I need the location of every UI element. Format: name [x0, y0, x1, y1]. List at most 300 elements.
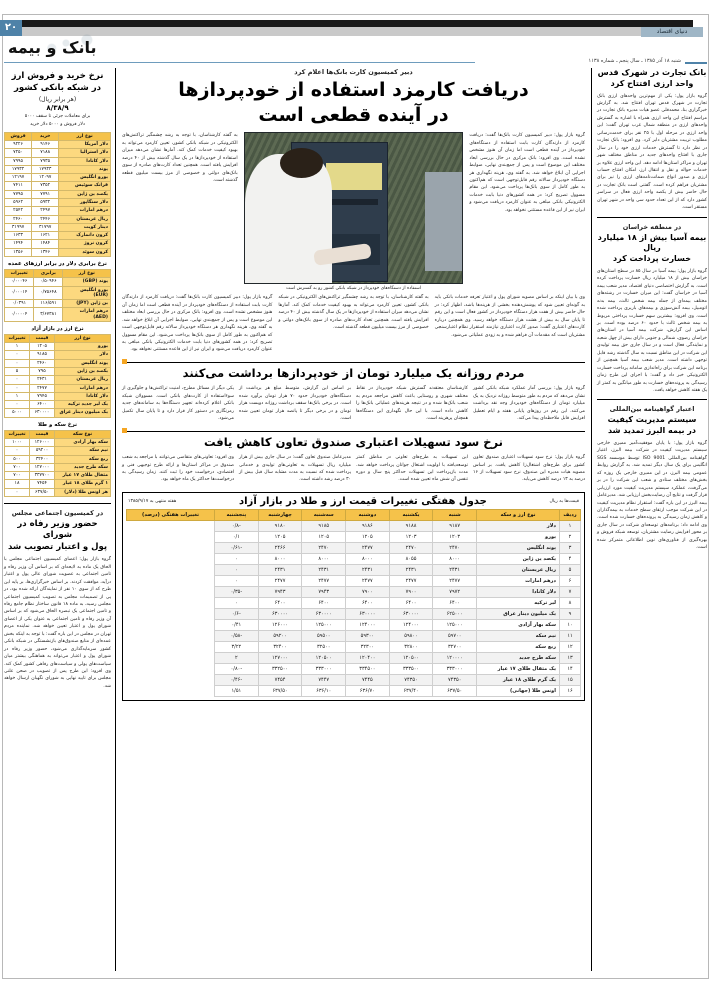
- row-value: ۰/۰۳۹۱: [5, 300, 34, 308]
- row-value: ۱: [5, 343, 30, 351]
- table-row: [127, 520, 581, 531]
- row-label: سکه طرح جدید: [477, 652, 560, 663]
- table-row: [5, 376, 111, 384]
- row-value: -۰/۵۸: [215, 630, 259, 641]
- row-value: ۹۱۸۰: [258, 520, 302, 531]
- third-story-text-1: گروه بازار پول: نرخ سود تسهیلات اعتباری صندوق تعاون کشور برای طرح‌های اشتغال‌زا کاهش یافت. بر اساس مصوبه هیات مدیره این صندوق، نرخ سود تسهیلات از ۱۶ درصد به ۱۳ درصد کاهش می‌یابد.: [473, 455, 585, 483]
- row-value: ۳۳۳۰۰۰: [302, 663, 346, 674]
- row-value: ۱/۵۱: [215, 685, 259, 696]
- row-value: ۵: [5, 368, 30, 376]
- row-index: ۲: [560, 531, 581, 542]
- row-value: ۹۱۸۸: [389, 520, 433, 531]
- row-value: ۳۲۳۰۰: [346, 641, 390, 652]
- right-bottom-article: [4, 509, 111, 690]
- table-row: [5, 409, 111, 417]
- parity-col-rate: برابری: [34, 269, 63, 277]
- row-value: ۲۴۷۷: [258, 575, 302, 586]
- row-value: ۰/۴۱: [215, 619, 259, 630]
- row-value: ۱۲۰۵: [30, 343, 55, 351]
- weekly-col-2: شنبه: [433, 509, 477, 520]
- row-value: ۶۴۰۰: [433, 597, 477, 608]
- parity-header-row: [5, 269, 111, 277]
- row-label: یکصد ین ژاپن: [477, 553, 560, 564]
- atm-photo: [244, 132, 464, 284]
- row-label: اونس طلا (جهانی): [477, 685, 560, 696]
- row-value: -۰/۸: [215, 520, 259, 531]
- row-value: -۰/۴۶: [215, 674, 259, 685]
- row-value: ۲۴۳۱: [346, 564, 390, 575]
- right-article-body: گروه بازار پول: اعضای کمیسیون اجتماعی مجلس با الحاق یک ماده به لایحه‌ای که بر اساس آن وزیر رفاه و تامین اجتماعی به عضویت شورای عالی پول و اعتبار درآید، موافقت کردند. بر اساس خبرگزاری‌ها، بر پایه این طرح که از سوی ۱۰ نفر از نمایندگان ارائه شده بود، در پی از تصمیمات مجلس به تصویب کمیسیون اجتماعی مجلس رسید، به ماده ۱۸ قانون ساختار نظام جامع رفاه و تامین اجتماعی یک تبصره الحاق می‌شود که بر اساس آن وزیر رفاه و تامین اجتماعی به عنوان یکی از اعضای شورای پول و اعتبار تعیین خواهد شد. نماینده مردم تهران در مجلس در این باره گفت: با توجه به اینکه بخش عمده‌ای از منابع صندوق‌های بازنشستگی در شبکه بانکی کشور سرمایه‌گذاری می‌شود، حضور وزیر رفاه در شورای پول و اعتبار می‌تواند به هماهنگی بیشتر میان سیاست‌های پولی و سیاست‌های رفاهی کشور کمک کند. وی افزود: این طرح پس از تصویب در صحن علنی مجلس برای تایید نهایی به شورای نگهبان ارسال خواهد شد.: [4, 557, 112, 689]
- row-value: ۱۲۶۰۰۰: [258, 619, 302, 630]
- cb-rates-title-l1: نرخ خرید و فروش ارز: [11, 71, 104, 81]
- row-value: ۱: [5, 392, 30, 400]
- row-value: ۱۷۹۳۳: [32, 165, 59, 173]
- row-value: ۱۲۰۴۰۰: [346, 652, 390, 663]
- row-value: ۷۰۰: [5, 463, 30, 471]
- table-row: [5, 240, 111, 248]
- weekly-col-8: تغییرات هفتگی (درصد): [127, 509, 215, 520]
- top-story-columns: [122, 132, 585, 291]
- row-value: -۰/۳۵: [215, 586, 259, 597]
- gold-col-price: قیمت: [30, 430, 55, 438]
- gold-col-type: نوع سکه: [55, 430, 111, 438]
- row-value: ۵۰۰۰: [5, 409, 30, 417]
- row-label: پوند انگلیس: [477, 542, 560, 553]
- row-value: ۳۲۸۰۰: [389, 641, 433, 652]
- row-value: ۲۴۳۱: [433, 564, 477, 575]
- left-article-2-headline-l2: خسارت پرداخت کرد: [613, 254, 691, 264]
- row-value: ۵۰۰: [5, 455, 30, 463]
- row-value: ۶۴۰۰: [389, 597, 433, 608]
- row-value: ۸۰۰۰: [346, 553, 390, 564]
- gold-table: [4, 430, 111, 497]
- weekly-table-title: جدول هفتگی تغییرات قیمت ارز و طلا در بازار آزاد: [239, 495, 487, 507]
- table-row: [5, 149, 111, 157]
- cb-rates-title-l2: در شبکه بانکی کشور: [14, 83, 101, 94]
- row-value: ۷۹۰۰: [389, 586, 433, 597]
- row-label: درهم امارات (AED): [63, 308, 111, 322]
- row-value: ۲۴۷۰: [302, 542, 346, 553]
- left-article-2: [597, 223, 707, 395]
- row-value: ۱۲۰۵: [346, 531, 390, 542]
- row-index: ۸: [560, 597, 581, 608]
- row-value: ۶۴۰۰: [346, 597, 390, 608]
- top-story-headline-l1: دریافت کارمزد استفاده از خودپردازها: [178, 79, 529, 101]
- left-article-3-headline-l1: سیستم مدیریت کیفیت: [607, 415, 697, 425]
- free-header-row: [5, 334, 111, 342]
- row-value: ۷۴۴۷: [302, 674, 346, 685]
- row-value: ۰: [5, 401, 30, 409]
- weekly-col-6: چهارشنبه: [258, 509, 302, 520]
- row-value: ۵۹۵۰۰: [302, 630, 346, 641]
- row-label: دلار کانادا: [59, 157, 111, 165]
- row-value: ۱۲۰۵: [302, 531, 346, 542]
- newspaper-logo: دنیای اقتصاد: [641, 27, 703, 37]
- row-value: ۰: [215, 597, 259, 608]
- row-value: ۶۳۷/۵۰: [433, 685, 477, 696]
- table-row: [5, 480, 111, 488]
- third-story-text-2: این تسهیلات به طرح‌های تعاونی در مناطق کمتر توسعه‌یافته با اولویت اشتغال جوانان پرداخت خواهد شد. مدت بازپرداخت این تسهیلات حداکثر پنج سال و دوره تنفس آن شش ماه تعیین شده است.: [356, 455, 468, 483]
- row-value: ۳۳۳۰۰۰: [433, 663, 477, 674]
- table-row: [5, 472, 111, 480]
- row-value: ۰: [215, 553, 259, 564]
- row-value: ۳۱۷۹۷: [32, 223, 59, 231]
- table-row: [5, 248, 111, 256]
- row-value: ۰: [5, 488, 30, 496]
- row-value: ۷۳۵۲: [32, 182, 59, 190]
- row-label: دلار کانادا: [55, 392, 111, 400]
- top-story-lower-text-2: به گفته کارشناسان، با توجه به رشد چشمگیر تراکنش‌های الکترونیکی در شبکه بانکی کشور، تعیین کارمزد می‌تواند به بهبود کیفیت خدمات کمک کند. آمارها نشان می‌دهد میزان استفاده از خودپردازها در یک سال گذشته بیش از ۴۰ درصد افزایش یافته است. همچنین تعداد کارت‌های صادره از سوی بانک‌های دولتی و خصوصی از مرز بیست میلیون قطعه گذشته است.: [278, 295, 429, 331]
- cb-rates-body: [5, 141, 111, 257]
- row-value: ۱۴۸۴: [32, 240, 59, 248]
- row-value: ۱۲۱۹۷: [5, 174, 32, 182]
- weekly-table: [126, 509, 581, 697]
- row-value: ۹۲۲۶: [5, 141, 32, 149]
- row-label: یک میلیون دینار عراق: [55, 409, 111, 417]
- table-row: [127, 652, 581, 663]
- table-row: [5, 157, 111, 165]
- row-index: ۱۳: [560, 652, 581, 663]
- row-value: ۵۹۳۲: [32, 198, 59, 206]
- top-story-col-right-text: گروه بازار پول: دبیر کمیسیون کارت بانک‌ها گفت: دریافت کارمزد از دارندگان کارت بابت استفاده از دستگاه‌های خودپرداز در آینده قطعی است اما زمان آن هنوز مشخص نشده است. وی افزود: بانک مرکزی در حال بررسی ابعاد مختلف این موضوع است و پس از جمع‌بندی نهایی، ضوابط اجرایی آن ابلاغ خواهد شد. به گفته وی، هزینه نگهداری هر دستگاه خودپرداز سالانه رقم قابل‌توجهی است که هم‌اکنون به طور کامل از سوی بانک‌ها پرداخت می‌شود. این مقام مسوول تصریح کرد: در همه کشورهای دنیا بابت خدمات الکترونیکی بانکی مبلغی به عنوان کارمزد دریافت می‌شود و ایران نیز از این قاعده مستثنی نخواهد بود.: [469, 133, 585, 213]
- row-value: ۹۱۸۶: [346, 520, 390, 531]
- row-value: ۳۳۷۷۰۰: [30, 472, 55, 480]
- row-label: ین ژاپن (JPY): [63, 300, 111, 308]
- row-value: ۰/۵۰۹۴۶: [34, 278, 63, 286]
- orange-marker-icon: [122, 359, 127, 364]
- row-value: ۷۹۹۵: [5, 157, 32, 165]
- table-row: [5, 488, 111, 496]
- cb-rates-subtitle: (هر برابر ریال): [38, 95, 77, 103]
- row-value: ۳۲۷۰۰: [433, 641, 477, 652]
- row-value: ۱۲۰۹۷: [32, 174, 59, 182]
- row-label: دلار: [477, 520, 560, 531]
- left-sidebar: [591, 68, 707, 971]
- right-article-headline-l2: پول و اعتبار تصویب شد: [7, 541, 108, 552]
- row-value: ۵۹۷۰۰: [433, 630, 477, 641]
- row-value: ۱۳۵۶: [5, 248, 32, 256]
- row-label: پوند: [59, 165, 111, 173]
- row-label: هر اونس طلا (دلار): [55, 488, 111, 496]
- weekly-table-header-row: [127, 509, 581, 520]
- row-value: ۱۱۶/۵۹۱: [34, 300, 63, 308]
- row-value: ۱۸: [5, 480, 30, 488]
- row-value: ۶۳۷/۵۰: [30, 488, 55, 496]
- mid-story-columns: [122, 385, 585, 424]
- row-label: کرون نروژ: [59, 240, 111, 248]
- row-label: دلار کانادا: [477, 586, 560, 597]
- left-article-3-headline-l2: در بیمه البرز تمدید شد: [607, 426, 697, 436]
- row-index: ۱۲: [560, 641, 581, 652]
- row-value: ۶۳۷/۵۰: [258, 685, 302, 696]
- photo-atm-slot: [332, 199, 378, 206]
- row-value: ۲۴۷۷: [389, 575, 433, 586]
- table-row: [5, 165, 111, 173]
- cb-rates-table: [4, 132, 111, 257]
- row-index: ۶: [560, 575, 581, 586]
- table-row: [127, 608, 581, 619]
- left-article-3-body: گروه بازار پول: با پایان موفقیت‌آمیز ممیزی خارجی سیستم مدیریت کیفیت در شرکت بیمه البرز، اعتبار گواهینامه بین‌المللی ISO 9001 توسط موسسه SGS انگلیس برای یک سال دیگر تمدید شد. به گزارش روابط عمومی بیمه البرز، در این ممیزی خارجی یک روزه که بخش‌های مختلف ستادی و شعب این شرکت را در بر می‌گرفت، عملکرد سیستم مدیریت کیفیت مورد ارزیابی قرار گرفت و نتایج آن رضایت‌بخش ارزیابی شد. مدیرعامل بیمه البرز در این باره گفت: استقرار نظام مدیریت کیفیت در این شرکت موجب ارتقای سطح خدمات به بیمه‌گذاران و کاهش زمان رسیدگی به پرونده‌های خسارت شده است. وی ادامه داد: برنامه‌های توسعه‌ای شرکت در سال جاری بر محور افزایش رضایت مشتریان، توسعه شبکه فروش و بهره‌گیری از فناوری‌های نوین اطلاعاتی متمرکز شده است.: [597, 441, 707, 551]
- cb-rates-note-l2: دلار فروش و ۵۰۰۰ دلار خرید: [30, 121, 85, 127]
- row-value: ۱۲۴۰۰۰: [346, 619, 390, 630]
- row-value: ۱۶۳۳: [5, 232, 32, 240]
- row-label: درهم امارات: [477, 575, 560, 586]
- row-value: ۷۲۵۰: [5, 149, 32, 157]
- left-article-1-headline-l1: بانک تجارت در شهرک قدس: [597, 68, 707, 77]
- row-label: دلار آمریکا: [59, 141, 111, 149]
- table-row: [127, 553, 581, 564]
- row-value: ۲۴۷۷: [346, 542, 390, 553]
- weekly-table-header: [126, 496, 581, 509]
- row-value: ۶۳۰۰۰۰: [30, 409, 55, 417]
- row-value: ۱۲۶۰۰۰: [30, 439, 55, 447]
- row-value: ۲۴۳۱: [302, 564, 346, 575]
- row-value: ۹۱۴۶: [32, 141, 59, 149]
- table-row: [5, 308, 111, 322]
- row-value: ۲۴۷۷: [346, 575, 390, 586]
- mid-story-text-2: کارشناسان معتقدند گسترش شبکه خودپرداز در نقاط مختلف شهری و روستایی باعث کاهش مراجعه مردم به شعب بانک‌ها شده و در نتیجه هزینه‌های عملیاتی بانک‌ها را کاهش داده است. با این حال نگهداری این دستگاه‌ها همچنان پرهزینه است.: [356, 386, 468, 422]
- weekly-table-date: هفته منتهی به ۱۳۸۵/۹/۱۷: [128, 498, 177, 504]
- row-value: ۷۴۳۵۰: [389, 674, 433, 685]
- header-divider: [4, 62, 475, 63]
- free-body: [5, 343, 111, 418]
- top-story-lower-text-3: گروه بازار پول: دبیر کمیسیون کارت بانک‌ها گفت: دریافت کارمزد از دارندگان کارت بابت استفاده از دستگاه‌های خودپرداز در آینده قطعی است اما زمان آن هنوز مشخص نشده است. وی افزود: بانک مرکزی در حال بررسی ابعاد مختلف این موضوع است و پس از جمع‌بندی نهایی، ضوابط اجرایی آن ابلاغ خواهد شد. به گفته وی، هزینه نگهداری هر دستگاه خودپرداز سالانه رقم قابل‌توجهی است که هم‌اکنون به طور کامل از سوی بانک‌ها پرداخت می‌شود. این مقام مسوول تصریح کرد: در همه کشورهای دنیا بابت خدمات الکترونیکی بانکی مبلغی به عنوان کارمزد دریافت می‌شود و ایران نیز از این قاعده مستثنی نخواهد بود.: [122, 295, 273, 353]
- table-row: [127, 575, 581, 586]
- row-label: پوند انگلیس: [55, 359, 111, 367]
- dateline-rule: [685, 62, 707, 64]
- weekly-table-container: [122, 492, 585, 701]
- table-row: [5, 359, 111, 367]
- third-story-columns: [122, 454, 585, 486]
- row-value: ۲۴۷۷: [302, 575, 346, 586]
- row-label: درهم امارات: [59, 207, 111, 215]
- table-row: [127, 630, 581, 641]
- row-value: ۶۴۰۰: [302, 597, 346, 608]
- row-value: ۷۹۴۳: [258, 586, 302, 597]
- row-value: ۳۲۴۰۰: [258, 641, 302, 652]
- row-value: ۰/۷۵۶۴۸: [34, 286, 63, 300]
- row-value: ۰: [5, 359, 30, 367]
- table-row: [127, 685, 581, 696]
- top-story-lower-col-3: [122, 294, 272, 356]
- table-row: [127, 542, 581, 553]
- row-value: ۹۱۸۵: [302, 520, 346, 531]
- mid-story-text-3: بر اساس این گزارش، متوسط مبلغ هر برداشت از دستگاه‌های خودپرداز حدود ۷۰ هزار تومان برآورد شده است. در برخی بانک‌ها سقف برداشت روزانه دویست هزار تومان و در برخی دیگر تا پانصد هزار تومان تعیین شده است.: [239, 386, 351, 422]
- row-value: ۱۳۴۶: [32, 248, 59, 256]
- third-story-headline: نرخ سود تسهیلات اعتباری صندوق تعاون کاهش یافت: [203, 434, 503, 449]
- gold-header-row: [5, 430, 111, 438]
- row-value: ۳۱۹۹۷: [5, 223, 32, 231]
- row-value: ۷۹۵: [30, 368, 55, 376]
- row-value: ۱۷۹۳۲: [5, 165, 32, 173]
- table-row: [5, 207, 111, 215]
- top-story-lower-col-1: [435, 294, 585, 356]
- free-col-change: تغییرات: [5, 334, 30, 342]
- table-row: [5, 223, 111, 231]
- left-article-1-headline-l2: واحد ارزی افتتاح کرد: [610, 78, 694, 88]
- row-value: ۳۲۴۰۰: [30, 455, 55, 463]
- row-label: ربع سکه: [477, 641, 560, 652]
- row-value: ۰: [5, 376, 30, 384]
- row-value: ۵۹۲۰۰: [258, 630, 302, 641]
- table-row: [5, 401, 111, 409]
- table-row: [5, 447, 111, 455]
- row-value: ۰: [215, 575, 259, 586]
- row-value: -۰/۸۰: [215, 663, 259, 674]
- row-value: ۱۲۰۰۰۰: [433, 652, 477, 663]
- parity-col-change: تغییرات: [5, 269, 34, 277]
- row-value: ۲۴۹۷: [32, 207, 59, 215]
- photo-atm-screen: [326, 163, 382, 191]
- row-value: ۶۴۰۰: [258, 597, 302, 608]
- row-value: ۷۴۵۴: [258, 674, 302, 685]
- row-label: یک میلیون دینار عراق: [477, 608, 560, 619]
- row-value: -۰/۶۱: [215, 542, 259, 553]
- table-row: [127, 674, 581, 685]
- table-row: [5, 232, 111, 240]
- row-label: فرانک سوئیس: [59, 182, 111, 190]
- weekly-col-7: پنجشنبه: [215, 509, 259, 520]
- table-row: [5, 141, 111, 149]
- mid-story-headline: مردم روزانه یک میلیارد تومان از خودپردازها برداشت می‌کنند: [182, 365, 525, 380]
- weekly-col-3: یکشنبه: [389, 509, 433, 520]
- dateline-text: شنبه ۱۸ آذر ۱۳۸۵ ـ سال پنجم ـ شماره ۱۱۳۸: [588, 58, 681, 64]
- top-story-kicker: دبیر کمیسیون کارت بانک‌ها اعلام کرد: [294, 68, 413, 76]
- photo-atm-side-panel: [425, 172, 463, 271]
- weekly-table-unit: قیمت‌ها به ریال: [549, 498, 579, 504]
- row-label: دلار سنگاپور: [59, 198, 111, 206]
- row-index: ۴: [560, 553, 581, 564]
- table-row: [5, 343, 111, 351]
- gold-body: [5, 439, 111, 497]
- row-value: ۱۰۰۰: [5, 439, 30, 447]
- mid-story-col-4: [122, 385, 234, 424]
- left-divider-2: [597, 399, 707, 400]
- row-value: ۷۹۴۵: [30, 392, 55, 400]
- row-value: ۱۲۴۰۰۰: [389, 619, 433, 630]
- table-row: [5, 198, 111, 206]
- row-value: ۱۲۷۰۰۰: [258, 652, 302, 663]
- row-value: ۰/۰۰۰۰۴: [5, 308, 34, 322]
- right-sidebar: [4, 68, 116, 971]
- row-value: ۳۲۵۰۰: [302, 641, 346, 652]
- table-row: [5, 278, 111, 286]
- right-article-headline-l1: حضور وزیر رفاه در شورای: [17, 518, 98, 541]
- row-index: ۱: [560, 520, 581, 531]
- row-index: ۱۵: [560, 674, 581, 685]
- row-value: ۷۴۵۴: [30, 480, 55, 488]
- row-value: ۶۳۷/۴۰: [389, 685, 433, 696]
- row-index: ۱۱: [560, 630, 581, 641]
- table-row: [5, 351, 111, 359]
- row-label: یورو: [55, 343, 111, 351]
- row-value: ۰/۰۰۰۴۶: [5, 278, 34, 286]
- row-value: ۲۵۴۲: [5, 207, 32, 215]
- top-story-lower-col-2: [278, 294, 428, 356]
- row-label: سکه بهار آزادی: [55, 439, 111, 447]
- left-article-2-headline-l1: بیمه آسیا بیش از ۱۸ میلیارد ریال: [597, 232, 707, 253]
- table-row: [127, 619, 581, 630]
- table-row: [127, 586, 581, 597]
- row-value: ۲۴۷۷: [30, 384, 55, 392]
- row-value: ۱۲۰۵: [258, 531, 302, 542]
- row-value: ۵۹۸۰۰: [389, 630, 433, 641]
- atm-photo-caption: استفاده از دستگاه‌های خودپرداز در شبکه بانکی کشور رو به گسترش است: [286, 286, 421, 292]
- row-value: ۶۲۵۰۰۰: [433, 608, 477, 619]
- row-label: لیر ترکیه: [477, 597, 560, 608]
- row-label: کرون دانمارک: [59, 232, 111, 240]
- row-label: درهم امارات: [55, 384, 111, 392]
- row-value: ۲۴۶۶: [258, 542, 302, 553]
- section-title: بانک و بیمه: [8, 38, 97, 57]
- row-label: دینار کویت: [59, 223, 111, 231]
- row-value: ۰/۱: [215, 531, 259, 542]
- row-value: ۱۲۵۰۰۰: [433, 619, 477, 630]
- row-value: ۱۲۰۳: [389, 531, 433, 542]
- row-label: ۱ گرم طلای ۱۸ عیار: [55, 480, 111, 488]
- row-value: ۲۴۳۱: [258, 564, 302, 575]
- left-article-1-body: گروه بازار پول: یکی از مهم‌ترین واحدهای ارزی بانک تجارت در شهرک قدس تهران افتتاح شد. به گزارش خبرگزاری بنا، محمدقلی عضو هیات مدیره بانک تجارت در مراسم افتتاح این واحد ارزی همراه با اشاره به گسترش واحدهای ارزی در منطقه شمال غرب تهران گفت: این واحد ارزی در مرحله اول با ۲۵ نفر برای خدمت‌رسانی مطلوب تربیت مشتریان دایر کرد. وی افزود: بانک تجارت در نظر دارد تا گسترش خدمات ارزی خود را در سال جاری با افتتاح واحدهای جدید در مناطق مختلف شهر تهران و مراکز استان‌ها ادامه دهد. این واحد ارزی علاوه بر خدمات حواله و نقل و انتقال ارز، امکان افتتاح حساب ارزی و صدور انواع ضمانت‌نامه‌های ارزی را نیز برای مشتریان فراهم کرده است. گفتنی است بانک تجارت در حال حاضر بیش از یکصد واحد ارزی فعال در سراسر کشور دارد که از این تعداد حدود سی واحد در شهر تهران مستقر است.: [597, 93, 707, 211]
- row-label: یورو: [477, 531, 560, 542]
- row-label: یکصد ین ژاپن: [59, 190, 111, 198]
- row-index: ۱۰: [560, 619, 581, 630]
- parity-table: [4, 269, 111, 322]
- row-value: ۷۷۹۱: [32, 190, 59, 198]
- row-value: ۶۳۶/۷۰: [346, 685, 390, 696]
- table-row: [5, 174, 111, 182]
- right-divider: [4, 503, 111, 504]
- row-label: دلار استرالیا: [59, 149, 111, 157]
- row-value: ۰/۰۰۰۱۴: [5, 286, 34, 300]
- parity-title: نرخ برابری دلار در برابر ارزهای عمده: [8, 260, 107, 267]
- third-story-text-3: مدیرعامل صندوق تعاون گفت: در سال جاری بیش از هزار میلیارد ریال تسهیلات به تعاونی‌های تولیدی و خدماتی پرداخت شده که نسبت به مدت مشابه سال قبل بیش از ۳۰ درصد رشد داشته است.: [239, 455, 351, 483]
- row-value: ۷۹۰۰: [346, 586, 390, 597]
- row-value: ۸۰۵۵: [389, 553, 433, 564]
- row-value: ۷۴۱۱: [5, 182, 32, 190]
- row-value: ۲۴۶۰: [30, 359, 55, 367]
- row-value: ۵۹۳۰۰: [346, 630, 390, 641]
- table-row: [5, 392, 111, 400]
- third-story-col-1: [473, 454, 585, 486]
- row-value: ۶۳۰۰۰۰: [346, 608, 390, 619]
- row-index: ۵: [560, 564, 581, 575]
- mid-story-text-1: گروه بازار پول: بررسی آمار عملکرد شبکه بانکی کشور نشان می‌دهد که مردم به طور متوسط روزانه نزدیک به یک میلیارد تومان از دستگاه‌های خودپرداز وجه نقد برداشت می‌کنند. این رقم در روزهای پایانی هفته و ایام تعطیل افزایش قابل ملاحظه‌ای پیدا می‌کند.: [473, 386, 585, 422]
- row-value: ۷۹۷۲: [433, 586, 477, 597]
- third-story-header: [122, 431, 585, 451]
- row-value: ۷۹۳۵: [32, 157, 59, 165]
- gold-title: نرخ سکه و طلا: [37, 421, 78, 428]
- row-label: ربع سکه: [55, 455, 111, 463]
- parity-body: [5, 278, 111, 322]
- row-value: ۲۴۷۰: [389, 542, 433, 553]
- row-value: ۰: [215, 564, 259, 575]
- table-row: [5, 215, 111, 223]
- row-value: ۵۹۲۰۰: [30, 447, 55, 455]
- masthead-black-bar: [18, 20, 693, 27]
- right-article-kicker: در کمیسیون اجتماعی مجلس: [11, 508, 104, 517]
- mid-story-header: [122, 362, 585, 382]
- top-story-photo-column: [244, 132, 464, 291]
- row-value: ۰: [5, 384, 30, 392]
- row-index: ۱۴: [560, 663, 581, 674]
- row-label: نیم سکه: [55, 447, 111, 455]
- row-value: ۳۳۴۵۰۰: [346, 663, 390, 674]
- row-label: کرون سوئد: [59, 248, 111, 256]
- orange-marker-icon-2: [122, 428, 127, 433]
- table-row: [127, 597, 581, 608]
- main-content: [122, 68, 585, 971]
- cb-rates-header-row: [5, 132, 111, 140]
